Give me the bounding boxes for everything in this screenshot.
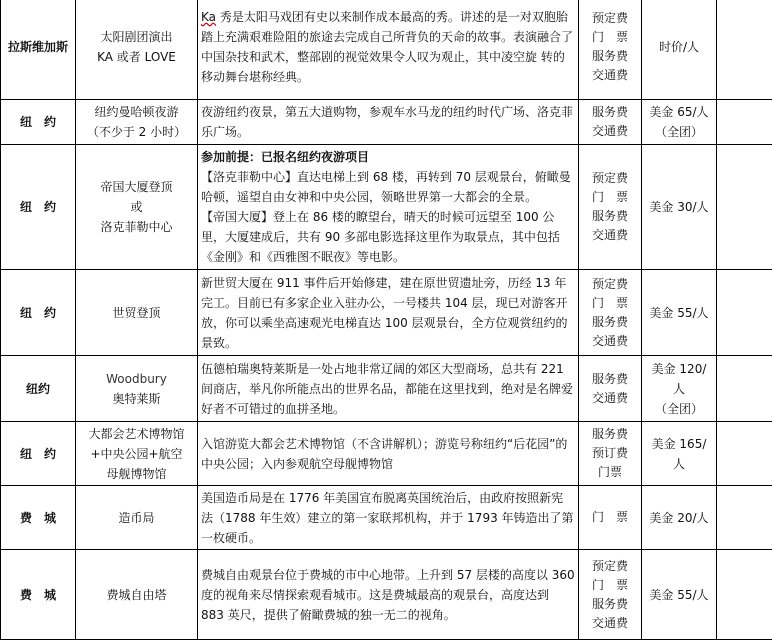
fee-cell (579, 486, 642, 550)
fee-line: 服务费 (591, 427, 628, 441)
item-line: 造币局 (118, 510, 155, 525)
empty-cell (717, 356, 772, 422)
desc-lead: Ka (201, 10, 217, 24)
fee-cell (579, 270, 642, 356)
table-row (1, 486, 772, 550)
item-cell (76, 270, 198, 356)
fee-line: 预订费 (591, 446, 628, 460)
fee-line: 交通费 (591, 615, 628, 630)
price-cell (642, 422, 717, 486)
price-line: 美金 20/人 (649, 510, 709, 525)
item-line: 洛克菲勒中心 (100, 220, 173, 234)
item-cell (76, 486, 198, 550)
item-line: 太阳剧团演出 (100, 30, 173, 44)
item-line: Woodbury (106, 371, 167, 386)
fee-line: 门 票 (591, 577, 628, 592)
empty-cell (717, 0, 772, 100)
fee-cell (579, 100, 642, 145)
fee-line: 服务费 (591, 371, 628, 386)
item-cell (76, 550, 198, 640)
description-cell: 新世贸大厦在 911 事件后开始修建，建在原世贸遗址旁，历经 13 年完工。目前已有多家企业入驻办公，一号楼共 104 层，现已对游客开放，你可以乘坐高速观光电梯直达 100 层观景台，全方位观赏纽约的景致。 (198, 270, 579, 356)
desc-paragraph: 【帝国大厦】登上在 86 楼的瞭望台，晴天的时候可远望至 100 公里，大厦建成后，共有 90 多部电影选择这里作为取景点，其中包括《金刚》和《西雅图不眠夜》等电影。 (201, 210, 560, 264)
description-cell (198, 145, 579, 270)
price-cell (642, 356, 717, 422)
fee-line: 门 票 (591, 295, 628, 310)
table-row (1, 0, 772, 100)
desc-title: 参加前提：已报名纽约夜游项目 (201, 150, 370, 164)
price-line: 美金 55/人 (649, 587, 709, 602)
item-line: 或 (130, 200, 143, 214)
fee-cell (579, 422, 642, 486)
item-line: 母舰博物馆 (106, 466, 167, 481)
price-cell (642, 0, 717, 100)
price-line: 美金 120/人 (651, 361, 707, 396)
item-line: 奥特莱斯 (112, 391, 161, 406)
table-row (1, 422, 772, 486)
table-row (1, 100, 772, 145)
empty-cell (717, 486, 772, 550)
description-cell (198, 0, 579, 100)
fee-line: 服务费 (591, 596, 628, 611)
item-line: KA 或者 LOVE (97, 50, 176, 64)
description-cell: 夜游纽约夜景，第五大道购物，参观车水马龙的纽约时代广场、洛克菲乐广场。 (198, 100, 579, 145)
fee-line: 预定费 (591, 276, 628, 291)
desc-paragraph: 【洛克菲勒中心】直达电梯上到 68 楼，再转到 70 层观景台，俯瞰曼哈顿，遥望自由女神和中央公园，领略世界第一大都会的全景。 (201, 170, 571, 204)
fee-line: 交通费 (591, 228, 628, 242)
fee-line: 预定费 (591, 11, 628, 25)
price-line: （全团） (654, 401, 703, 416)
fee-cell (579, 356, 642, 422)
fee-cell (579, 145, 642, 270)
fee-line: 交通费 (591, 390, 628, 405)
item-line: 世贸登顶 (112, 305, 161, 320)
empty-cell (717, 422, 772, 486)
desc-text: 秀是太阳马戏团有史以来制作成本最高的秀。讲述的是一对双胞胎踏上充满艰难险阻的旅途去完成自己所背负的天命的故事。表演融合了中国杂技和武术，整部剧的视觉效果令人叹为观止，其中凌空旋 转的移动舞台堪称经典。 (201, 10, 574, 84)
price-cell (642, 100, 717, 145)
description-cell: 美国造币局是在 1776 年美国宣布脱离英国统治后，由政府按照新宪法（1788 年生效）建立的第一家联邦机构，并于 1793 年铸造出了第一枚硬币。 (198, 486, 579, 550)
price-line: 美金 55/人 (649, 305, 709, 320)
fee-line: 预定费 (591, 171, 628, 185)
price-line: （全团） (654, 125, 703, 139)
item-line: +中央公园+航空 (90, 446, 183, 461)
fee-cell (579, 550, 642, 640)
empty-cell (717, 270, 772, 356)
item-line: 纽约曼哈顿夜游 (94, 105, 179, 119)
price-line: 美金 165/人 (651, 436, 707, 471)
item-line: 大都会艺术博物馆 (88, 426, 185, 441)
item-cell (76, 356, 198, 422)
price-line: 美金 30/人 (649, 200, 709, 214)
price-cell (642, 550, 717, 640)
item-cell (76, 422, 198, 486)
fee-line: 门 票 (591, 190, 628, 204)
fee-line: 服务费 (591, 105, 628, 119)
price-line: 时价/人 (658, 40, 700, 54)
fee-line: 交通费 (591, 333, 628, 348)
city-cell: 费 城 (1, 486, 76, 550)
description-cell: 入馆游览大都会艺术博物馆（不含讲解机）；游览号称纽约“后花园”的中央公园；入内参观航空母舰博物馆 (198, 422, 579, 486)
fee-line: 门票 (597, 465, 622, 479)
empty-cell (717, 100, 772, 145)
price-cell (642, 270, 717, 356)
fee-line: 交通费 (591, 124, 628, 138)
fee-line: 服务费 (591, 209, 628, 223)
city-cell: 拉斯维加斯 (1, 0, 76, 100)
city-cell: 纽 约 (1, 145, 76, 270)
empty-cell (717, 145, 772, 270)
empty-cell (717, 550, 772, 640)
price-cell (642, 486, 717, 550)
item-cell (76, 100, 198, 145)
item-line: （不少于 2 小时） (86, 125, 187, 139)
table-row (1, 145, 772, 270)
description-cell: 伍德柏瑞奥特莱斯是一处占地非常辽阔的郊区大型商场，总共有 221 间商店，举凡你所能点出的世界名品，都能在这里找到，绝对是名牌爱好者不可错过的血拼圣地。 (198, 356, 579, 422)
fee-line: 门 票 (591, 30, 628, 44)
table-row (1, 356, 772, 422)
city-cell: 费 城 (1, 550, 76, 640)
city-cell: 纽 约 (1, 422, 76, 486)
item-cell (76, 0, 198, 100)
city-cell: 纽 约 (1, 270, 76, 356)
item-line: 费城自由塔 (106, 587, 167, 602)
city-cell: 纽 约 (1, 100, 76, 145)
fee-line: 服务费 (591, 49, 628, 63)
price-line: 美金 65/人 (649, 105, 709, 119)
fee-line: 预定费 (591, 558, 628, 573)
fee-line: 服务费 (591, 314, 628, 329)
fee-line: 门 票 (591, 510, 628, 524)
city-cell: 纽约 (1, 356, 76, 422)
table-row (1, 270, 772, 356)
item-cell (76, 145, 198, 270)
fee-line: 交通费 (591, 68, 628, 82)
description-cell: 费城自由观景台位于费城的市中心地带。上升到 57 层楼的高度以 360 度的视角来尽情探索观看城市。这是费城最高的观景台，高度达到 883 英尺，提供了俯瞰费城的独一无二的视角。 (198, 550, 579, 640)
item-line: 帝国大厦登顶 (100, 180, 173, 194)
price-cell (642, 145, 717, 270)
fee-cell (579, 0, 642, 100)
table-row (1, 550, 772, 640)
